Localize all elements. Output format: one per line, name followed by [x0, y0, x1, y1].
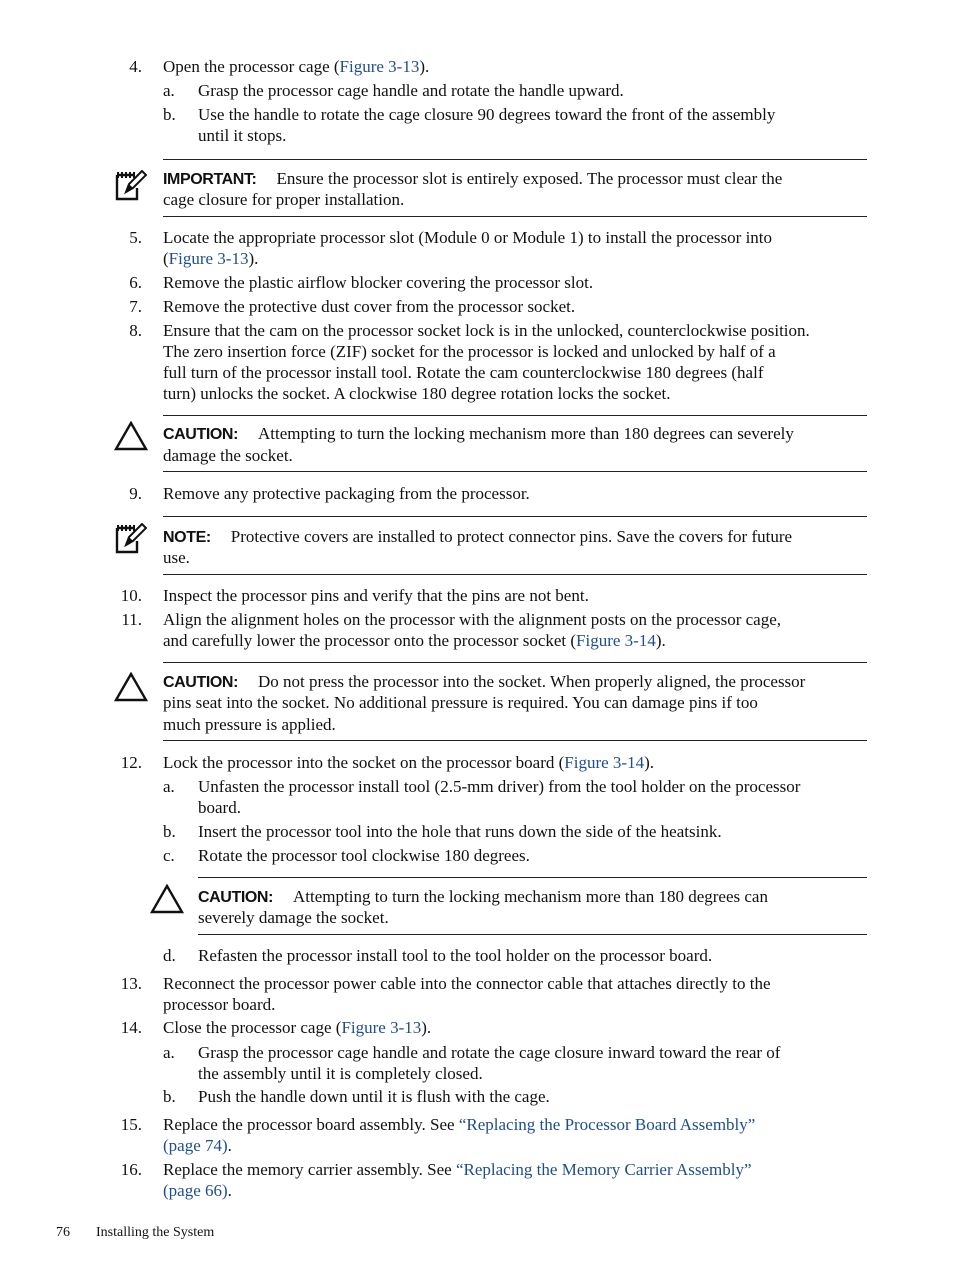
substep-text: the assembly until it is completely closed.: [198, 1064, 483, 1083]
step-text: The zero insertion force (ZIF) socket for the processor is locked and unlocked by half of a: [163, 342, 776, 361]
caution-line: severely damage the socket.: [198, 908, 389, 927]
caution-label: CAUTION:: [163, 674, 239, 691]
caution-line: pins seat into the socket. No additional pressure is required. You can damage pins if too: [163, 693, 758, 712]
substep-text: Grasp the processor cage handle and rotate the handle upward.: [198, 81, 624, 100]
caution-rule-top: [163, 662, 867, 663]
substep-text: Refasten the processor install tool to the tool holder on the processor board.: [198, 946, 713, 965]
figure-link[interactable]: Figure 3-14: [576, 631, 656, 650]
step-text: (Figure 3-13).: [163, 249, 259, 268]
step-text: Replace the processor board assembly. See “Replacing the Processor Board Assembly”: [163, 1115, 756, 1134]
step-number: 13.: [120, 974, 142, 993]
substep-text: Use the handle to rotate the cage closure 90 degrees toward the front of the assembly: [198, 105, 776, 124]
caution-icon: [150, 884, 184, 914]
note-rule-bottom: [163, 216, 867, 217]
step-text: Reconnect the processor power cable into the connector cable that attaches directly to the: [163, 974, 771, 993]
caution-rule-bottom: [163, 740, 867, 741]
cross-reference-link[interactable]: “Replacing the Memory Carrier Assembly”: [455, 1160, 752, 1179]
substep-text: Insert the processor tool into the hole that runs down the side of the heatsink.: [198, 822, 722, 841]
step-number: 6.: [129, 273, 142, 292]
caution-icon: [114, 672, 148, 702]
substep-letter: a.: [163, 81, 175, 100]
caution-rule-bottom: [163, 471, 867, 472]
step-number: 5.: [129, 228, 142, 247]
step-number: 15.: [120, 1115, 142, 1134]
note-icon: [113, 170, 147, 202]
step-text: Ensure that the cam on the processor socket lock is in the unlocked, counterclockwise position.: [163, 321, 810, 340]
caution-rule-top: [163, 415, 867, 416]
caution-line: much pressure is applied.: [163, 715, 336, 734]
step-number: 14.: [120, 1018, 142, 1037]
important-note-line: cage closure for proper installation.: [163, 190, 405, 209]
substep-letter: c.: [163, 846, 175, 865]
substep-letter: b.: [163, 105, 176, 124]
important-note-line: IMPORTANT: Ensure the processor slot is entirely exposed. The processor must clear the: [163, 169, 783, 188]
step-number: 4.: [129, 57, 142, 76]
note-line: NOTE: Protective covers are installed to protect connector pins. Save the covers for future: [163, 527, 793, 546]
note-line: use.: [163, 548, 190, 567]
note-icon: [113, 523, 147, 555]
substep-text: Unfasten the processor install tool (2.5-mm driver) from the tool holder on the processor: [198, 777, 801, 796]
page-reference-link[interactable]: (page 66): [163, 1181, 228, 1200]
substep-text: until it stops.: [198, 126, 287, 145]
figure-link[interactable]: Figure 3-14: [564, 753, 645, 772]
section-title: Installing the System: [96, 1225, 215, 1240]
step-text: Align the alignment holes on the processor with the alignment posts on the processor cage,: [163, 610, 782, 629]
figure-link[interactable]: Figure 3-13: [341, 1018, 422, 1037]
step-number: 16.: [120, 1160, 142, 1179]
step-text: and carefully lower the processor onto the processor socket (Figure 3-14).: [163, 631, 666, 650]
substep-text: Rotate the processor tool clockwise 180 degrees.: [198, 846, 530, 865]
cross-reference-link[interactable]: “Replacing the Processor Board Assembly”: [458, 1115, 756, 1134]
substep-letter: b.: [163, 1087, 176, 1106]
figure-link[interactable]: Figure 3-13: [168, 249, 249, 268]
step-text: Remove the protective dust cover from the processor socket.: [163, 297, 576, 316]
note-label: NOTE:: [163, 529, 211, 546]
substep-letter: a.: [163, 1043, 175, 1062]
note-rule-bottom: [163, 574, 867, 575]
substep-text: board.: [198, 798, 241, 817]
caution-line: damage the socket.: [163, 446, 293, 465]
step-text: full turn of the processor install tool. Rotate the cam counterclockwise 180 degrees (half: [163, 363, 764, 382]
step-number: 9.: [129, 484, 142, 503]
note-rule-top: [163, 516, 867, 517]
substep-text: Push the handle down until it is flush with the cage.: [198, 1087, 550, 1106]
caution-label: CAUTION:: [198, 889, 274, 906]
substep-text: Grasp the processor cage handle and rotate the cage closure inward toward the rear of: [198, 1043, 781, 1062]
caution-icon: [114, 421, 148, 451]
note-rule-top: [163, 159, 867, 160]
step-text: turn) unlocks the socket. A clockwise 180 degree rotation locks the socket.: [163, 384, 671, 403]
substep-letter: b.: [163, 822, 176, 841]
step-number: 12.: [120, 753, 142, 772]
step-number: 10.: [120, 586, 142, 605]
step-text: Lock the processor into the socket on the processor board (Figure 3-14).: [163, 753, 654, 772]
step-number: 11.: [121, 610, 142, 629]
caution-label: CAUTION:: [163, 426, 239, 443]
step-number: 8.: [129, 321, 142, 340]
step-text: Remove the plastic airflow blocker covering the processor slot.: [163, 273, 594, 292]
step-text: Inspect the processor pins and verify that the pins are not bent.: [163, 586, 589, 605]
caution-line: CAUTION: Attempting to turn the locking mechanism more than 180 degrees can severely: [163, 424, 794, 443]
caution-rule-top: [198, 877, 867, 878]
page-number: 76: [56, 1225, 70, 1240]
step-text: (page 74).: [163, 1136, 232, 1155]
step-text: Close the processor cage (Figure 3-13).: [163, 1018, 432, 1037]
figure-link[interactable]: Figure 3-13: [339, 57, 420, 76]
step-text: Remove any protective packaging from the processor.: [163, 484, 530, 503]
substep-letter: a.: [163, 777, 175, 796]
step-text: processor board.: [163, 995, 276, 1014]
substep-letter: d.: [163, 946, 176, 965]
caution-line: CAUTION: Do not press the processor into the socket. When properly aligned, the processor: [163, 672, 806, 691]
step-text: Locate the appropriate processor slot (Module 0 or Module 1) to install the processor into: [163, 228, 773, 247]
caution-rule-bottom: [198, 934, 867, 935]
page-reference-link[interactable]: (page 74): [163, 1136, 228, 1155]
step-text: Open the processor cage (Figure 3-13).: [163, 57, 430, 76]
step-number: 7.: [129, 297, 142, 316]
important-label: IMPORTANT:: [163, 171, 257, 188]
step-text: Replace the memory carrier assembly. See “Replacing the Memory Carrier Assembly”: [163, 1160, 752, 1179]
step-text: (page 66).: [163, 1181, 232, 1200]
caution-line: CAUTION: Attempting to turn the locking mechanism more than 180 degrees can: [198, 887, 768, 906]
